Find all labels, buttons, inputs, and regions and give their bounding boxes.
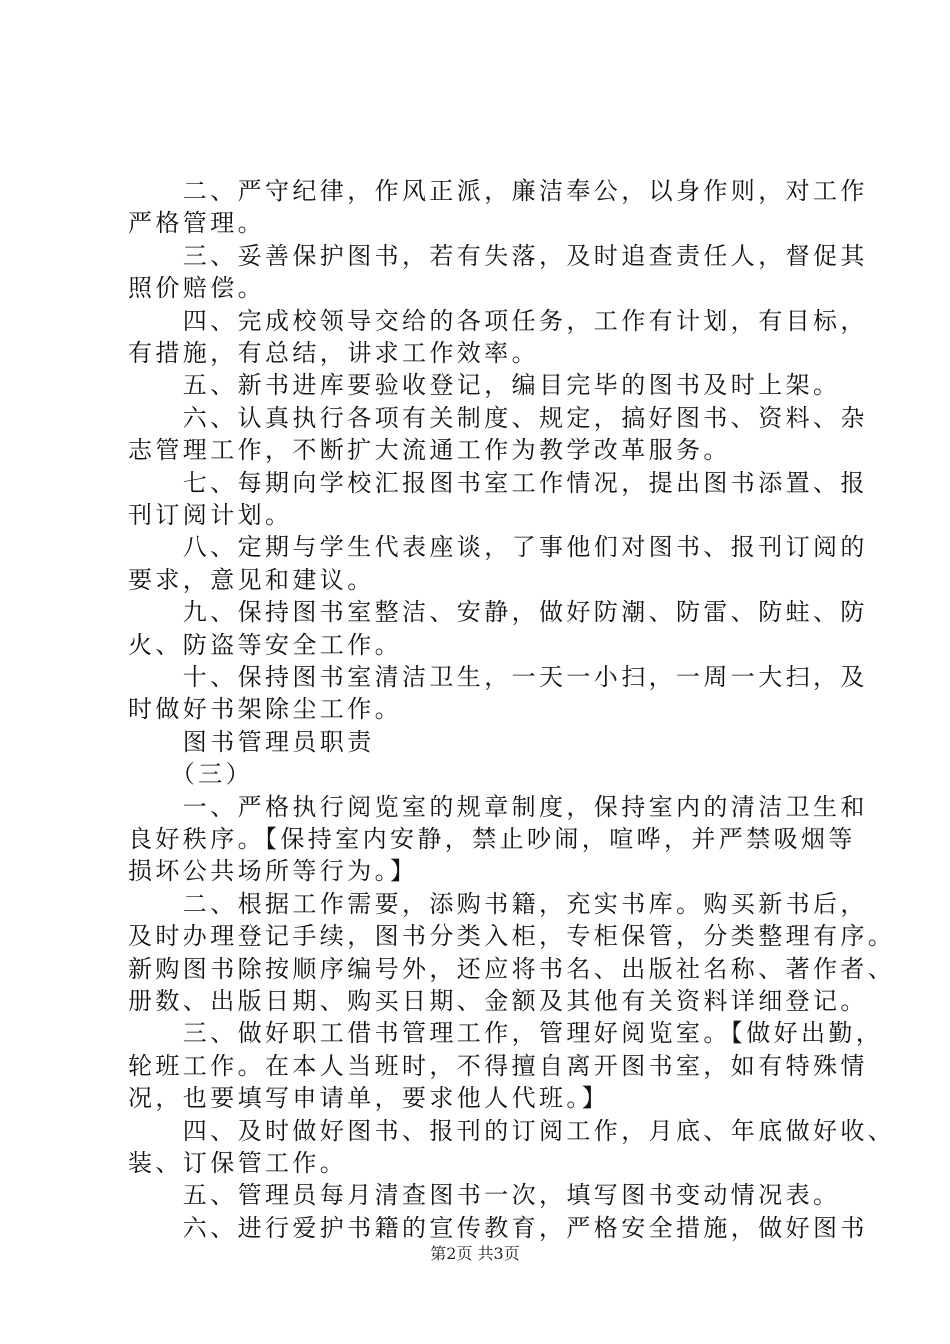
text-line: 册数、出版日期、购买日期、金额及其他有关资料详细登记。 <box>128 987 868 1015</box>
text-line: 要求，意见和建议。 <box>128 565 375 594</box>
text-line: 志管理工作，不断扩大流通工作为教学改革服务。 <box>128 436 731 465</box>
text-line: 损坏公共场所等行为。】 <box>128 857 418 886</box>
page-footer: 第2页 共3页 <box>430 1244 520 1263</box>
text-line: 轮班工作。在本人当班时，不得擅自离开图书室，如有特殊情 <box>128 1051 868 1080</box>
text-line: 二、根据工作需要，添购书籍，充实书库。购买新书后， <box>128 889 868 918</box>
text-line: 四、及时做好图书、报刊的订阅工作，月底、年底做好收、 <box>128 1116 896 1145</box>
text-line: 图书管理员职责 <box>128 727 375 756</box>
text-line: 严格管理。 <box>128 209 265 238</box>
text-line: 五、管理员每月清查图书一次，填写图书变动情况表。 <box>128 1181 841 1210</box>
text-line: 时做好书架除尘工作。 <box>128 695 402 724</box>
text-line: 六、认真执行各项有关制度、规定，搞好图书、资料、杂 <box>128 403 868 432</box>
text-line: 刊订阅计划。 <box>128 501 293 529</box>
text-line: 八、定期与学生代表座谈，了事他们对图书、报刊订阅的 <box>128 533 868 562</box>
text-line: 良好秩序。【保持室内安静，禁止吵闹，喧哗，并严禁吸烟等 <box>128 825 856 853</box>
text-line: 五、新书进库要验收登记，编目完毕的图书及时上架。 <box>128 371 841 400</box>
text-line: 新购图书除按顺序编号外，还应将书名、出版社名称、著作者、 <box>128 954 896 983</box>
text-line: 三、做好职工借书管理工作，管理好阅览室。【做好出勤， <box>128 1019 884 1048</box>
text-line: 三、妥善保护图书，若有失落，及时追查责任人，督促其 <box>128 241 868 270</box>
text-line: 四、完成校领导交给的各项任务，工作有计划，有目标， <box>128 306 868 335</box>
text-line: 火、防盗等安全工作。 <box>128 630 402 659</box>
text-line: 照价赔偿。 <box>128 274 265 303</box>
text-line: （三） <box>128 760 253 789</box>
text-line: 二、严守纪律，作风正派，廉洁奉公，以身作则，对工作 <box>128 177 868 205</box>
text-line: 装、订保管工作。 <box>128 1149 348 1177</box>
text-line: 一、严格执行阅览室的规章制度，保持室内的清洁卫生和 <box>128 792 868 821</box>
text-line: 有措施，有总结，讲求工作效率。 <box>128 339 539 367</box>
text-line: 十、保持图书室清洁卫生，一天一小扫，一周一大扫，及 <box>128 663 868 691</box>
text-line: 六、进行爱护书籍的宣传教育，严格安全措施，做好图书 <box>128 1213 868 1242</box>
text-line: 九、保持图书室整洁、安静，做好防潮、防雷、防蛀、防 <box>128 598 868 627</box>
text-line: 及时办理登记手续，图书分类入柜，专柜保管，分类整理有序。 <box>128 922 896 951</box>
text-line: 七、每期向学校汇报图书室工作情况，提出图书添置、报 <box>128 468 868 497</box>
text-line: 况，也要填写申请单，要求他人代班。】 <box>128 1084 610 1113</box>
